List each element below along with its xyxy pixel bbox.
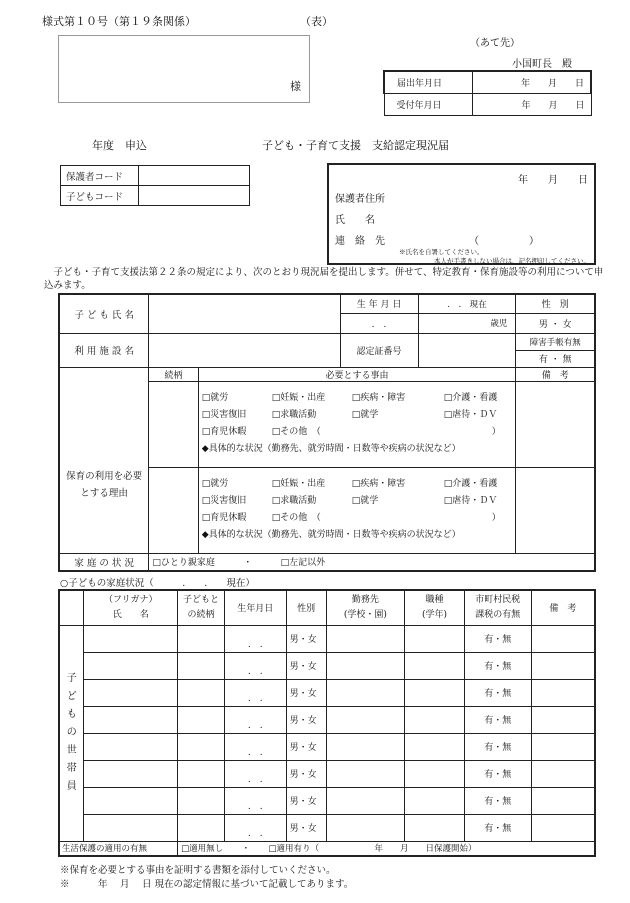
other-close: ） <box>491 427 501 437</box>
filed-date-label: 届出年月日 <box>384 71 472 93</box>
receipt-table <box>383 70 592 116</box>
child-code-value[interactable] <box>139 186 250 206</box>
member-dob[interactable]: . . <box>224 814 286 841</box>
member-relation[interactable] <box>178 760 225 787</box>
member-dob[interactable]: . . <box>224 679 286 706</box>
member-job[interactable] <box>405 706 465 733</box>
member-note[interactable] <box>531 787 595 814</box>
child-code-label: 子どもコード <box>61 186 139 206</box>
member-workplace[interactable] <box>326 814 405 841</box>
member-dob[interactable]: . . <box>224 706 286 733</box>
reason-block-2 <box>198 467 516 553</box>
footnote-2: ※ 年 月 日 現在の認定情報に基づいて記載してあります。 <box>60 879 354 890</box>
member-name[interactable] <box>84 625 178 652</box>
facility-label: 利 用 施 設 名 <box>59 333 149 367</box>
welfare-start-date[interactable]: 年 月 日保護開始） <box>374 844 477 855</box>
household-heading: ○子どもの家庭状況（ . . 現在） <box>60 578 255 589</box>
member-note[interactable] <box>531 706 595 733</box>
child-name-field[interactable] <box>149 294 340 333</box>
family-options <box>149 553 595 571</box>
member-sex[interactable]: 男・女 <box>286 787 326 814</box>
sex-label: 性 別 <box>516 294 595 313</box>
cert-field[interactable] <box>418 333 516 367</box>
child-name-label: 子 ど も 氏 名 <box>59 294 149 333</box>
member-name[interactable] <box>84 760 178 787</box>
reason-section-label: 保育の利用を必要とする理由 <box>59 367 149 553</box>
welfare-label: 生活保護の適用の有無 <box>59 841 178 856</box>
member-sex[interactable]: 男・女 <box>286 760 326 787</box>
member-relation[interactable] <box>178 679 225 706</box>
reason-header: 必要とする事由 <box>198 367 516 381</box>
household-row <box>59 679 595 706</box>
member-dob[interactable]: . . <box>224 625 286 652</box>
mayor-label: 小国町長 殿 <box>512 59 572 70</box>
illness-checkbox[interactable]: □疾病・障害 <box>351 479 406 489</box>
member-job[interactable] <box>405 787 465 814</box>
study-checkbox[interactable]: □就学 <box>351 496 379 506</box>
family-dot: ・ <box>243 558 253 569</box>
member-note[interactable] <box>531 814 595 841</box>
member-tax[interactable]: 有・無 <box>464 706 531 733</box>
member-sex[interactable]: 男・女 <box>286 706 326 733</box>
dob-current[interactable]: . . 現在 <box>418 294 516 313</box>
sex-col-header: 性別 <box>286 590 326 625</box>
member-relation[interactable] <box>178 652 225 679</box>
member-tax[interactable]: 有・無 <box>464 787 531 814</box>
household-table <box>58 589 596 857</box>
member-tax[interactable]: 有・無 <box>464 760 531 787</box>
member-sex[interactable]: 男・女 <box>286 679 326 706</box>
welfare-none-checkbox[interactable]: □適用無し <box>181 844 224 855</box>
member-relation[interactable] <box>178 787 225 814</box>
signature-note-1: ※氏名を自署してください。 <box>399 248 484 256</box>
note-col-header: 備 考 <box>531 590 595 625</box>
form-number: 様式第１０号（第１９条関係） <box>42 15 196 28</box>
disability-label: 障害手帳有無 <box>516 333 595 350</box>
code-table <box>60 165 250 206</box>
childcare-leave-checkbox[interactable]: □育児休暇 <box>201 427 247 437</box>
household-row <box>59 652 595 679</box>
household-row <box>59 706 595 733</box>
signature-note-2: 本人が手書きしない場合は、記名押印してください。 <box>434 257 590 265</box>
single-parent-checkbox[interactable]: □ひとり親家庭 <box>152 558 215 569</box>
filed-date-value[interactable]: 年 月 日 <box>472 71 591 93</box>
name-header: （フリガナ） 氏 名 <box>84 590 178 625</box>
welfare-yes-checkbox[interactable]: □適用有り（ <box>268 844 320 855</box>
dob-col-header: 生年月日 <box>224 590 286 625</box>
childcare-leave-checkbox[interactable]: □育児休暇 <box>201 513 247 523</box>
member-name[interactable] <box>84 679 178 706</box>
member-workplace[interactable] <box>326 733 405 760</box>
member-note[interactable] <box>531 760 595 787</box>
work-checkbox[interactable]: □就労 <box>201 393 229 403</box>
guardian-contact-paren: （ ） <box>469 236 539 247</box>
household-row <box>59 814 595 841</box>
year-apply: 年度 申込 <box>92 139 147 152</box>
age-class[interactable]: 歳児 <box>418 313 516 333</box>
member-relation[interactable] <box>178 814 225 841</box>
guardian-box <box>327 163 596 265</box>
member-name[interactable] <box>84 733 178 760</box>
member-job[interactable] <box>405 625 465 652</box>
relation-field-2[interactable] <box>149 467 198 553</box>
member-job[interactable] <box>405 652 465 679</box>
member-name[interactable] <box>84 652 178 679</box>
member-relation[interactable] <box>178 625 225 652</box>
member-tax[interactable]: 有・無 <box>464 652 531 679</box>
intro-text: 子ども・子育て支援法第２２条の規定により、次のとおり現況届を提出します。併せて、特定教育・保育施設等の利用について申込みます。 <box>44 267 604 291</box>
household-row <box>59 733 595 760</box>
disaster-checkbox[interactable]: □災害復旧 <box>201 496 247 506</box>
work-col-header: 勤務先 (学校・園) <box>326 590 405 625</box>
job-col-header: 職種 (学年) <box>405 590 465 625</box>
member-sex[interactable]: 男・女 <box>286 625 326 652</box>
member-tax[interactable]: 有・無 <box>464 733 531 760</box>
guardian-code-value[interactable] <box>139 166 250 186</box>
member-name[interactable] <box>84 706 178 733</box>
member-note[interactable] <box>531 733 595 760</box>
illness-checkbox[interactable]: □疾病・障害 <box>351 393 406 403</box>
reason-block-1 <box>198 381 516 467</box>
member-dob[interactable]: . . <box>224 760 286 787</box>
form-title: 子ども・子育て支援 支給認定現況届 <box>262 139 449 152</box>
member-tax[interactable]: 有・無 <box>464 625 531 652</box>
member-job[interactable] <box>405 733 465 760</box>
relation-col-header: 子どもと の続柄 <box>178 590 225 625</box>
specific-situation: ◆具体的な状況（勤務先、就労時間・日数等や疾病の状況など） <box>201 444 461 454</box>
member-name[interactable] <box>84 814 178 841</box>
member-note[interactable] <box>531 679 595 706</box>
guardian-date[interactable]: 年 月 日 <box>518 175 588 186</box>
member-job[interactable] <box>405 814 465 841</box>
household-row <box>59 787 595 814</box>
member-workplace[interactable] <box>326 679 405 706</box>
member-job[interactable] <box>405 679 465 706</box>
care-checkbox[interactable]: □介護・看護 <box>443 479 498 489</box>
note-header: 備 考 <box>516 367 595 381</box>
member-name[interactable] <box>84 787 178 814</box>
member-job[interactable] <box>405 760 465 787</box>
disaster-checkbox[interactable]: □災害復旧 <box>201 410 247 420</box>
facility-field[interactable] <box>149 333 340 367</box>
member-sex[interactable]: 男・女 <box>286 814 326 841</box>
dob-label: 生 年 月 日 <box>340 294 418 313</box>
abuse-checkbox[interactable]: □虐待・ＤＶ <box>443 410 498 420</box>
guardian-code-label: 保護者コード <box>61 166 139 186</box>
addressee-label: （あて先） <box>470 38 520 49</box>
other-close: ） <box>491 513 501 523</box>
welfare-dot: ・ <box>241 844 251 855</box>
member-note[interactable] <box>531 625 595 652</box>
pregnancy-checkbox[interactable]: □妊娠・出産 <box>271 393 326 403</box>
member-relation[interactable] <box>178 706 225 733</box>
sama-label: 様 <box>290 80 301 93</box>
received-date-label: 受付年月日 <box>384 93 472 115</box>
pregnancy-checkbox[interactable]: □妊娠・出産 <box>271 479 326 489</box>
member-tax[interactable]: 有・無 <box>464 814 531 841</box>
jobseek-checkbox[interactable]: □求職活動 <box>271 496 317 506</box>
note-field-1[interactable] <box>516 381 595 467</box>
guardian-contact-label: 連 絡 先 <box>335 236 385 247</box>
form-side: （表） <box>300 15 333 28</box>
guardian-address-label: 保護者住所 <box>335 194 385 205</box>
dob-value[interactable]: . . <box>340 313 418 333</box>
tax-col-header: 市町村民税 課税の有無 <box>464 590 531 625</box>
main-table <box>58 293 596 572</box>
member-sex[interactable]: 男・女 <box>286 733 326 760</box>
member-note[interactable] <box>531 652 595 679</box>
cert-label: 認定証番号 <box>340 333 418 367</box>
jobseek-checkbox[interactable]: □求職活動 <box>271 410 317 420</box>
other-checkbox[interactable]: □その他 （ <box>271 513 321 523</box>
member-workplace[interactable] <box>326 652 405 679</box>
footnote-1: ※保育を必要とする事由を証明する書類を添付していください。 <box>60 865 336 876</box>
household-row <box>59 760 595 787</box>
member-workplace[interactable] <box>326 760 405 787</box>
member-dob[interactable]: . . <box>224 787 286 814</box>
member-relation[interactable] <box>178 733 225 760</box>
guardian-name-label: 氏 名 <box>335 215 375 226</box>
note-field-2[interactable] <box>516 467 595 553</box>
specific-situation: ◆具体的な状況（勤務先、就労時間・日数等や疾病の状況など） <box>201 530 461 540</box>
relation-header: 続柄 <box>149 367 198 381</box>
member-sex[interactable]: 男・女 <box>286 652 326 679</box>
work-checkbox[interactable]: □就労 <box>201 479 229 489</box>
household-corner <box>59 590 84 625</box>
applicant-box[interactable] <box>58 35 310 103</box>
member-tax[interactable]: 有・無 <box>464 679 531 706</box>
care-checkbox[interactable]: □介護・看護 <box>443 393 498 403</box>
family-label: 家 庭 の 状 況 <box>59 553 149 571</box>
member-workplace[interactable] <box>326 625 405 652</box>
household-row <box>59 625 595 652</box>
other-family-checkbox[interactable]: □左記以外 <box>280 558 326 569</box>
other-checkbox[interactable]: □その他 （ <box>271 427 321 437</box>
member-dob[interactable]: . . <box>224 733 286 760</box>
welfare-options <box>178 841 595 856</box>
member-dob[interactable]: . . <box>224 652 286 679</box>
member-workplace[interactable] <box>326 706 405 733</box>
relation-field-1[interactable] <box>149 381 198 467</box>
disability-value[interactable]: 有 ・ 無 <box>516 350 595 367</box>
member-workplace[interactable] <box>326 787 405 814</box>
study-checkbox[interactable]: □就学 <box>351 410 379 420</box>
household-side-label: 子 ど も の 世 帯 員 <box>59 625 84 841</box>
sex-value[interactable]: 男 ・ 女 <box>516 313 595 333</box>
abuse-checkbox[interactable]: □虐待・ＤＶ <box>443 496 498 506</box>
received-date-value[interactable]: 年 月 日 <box>472 93 591 115</box>
